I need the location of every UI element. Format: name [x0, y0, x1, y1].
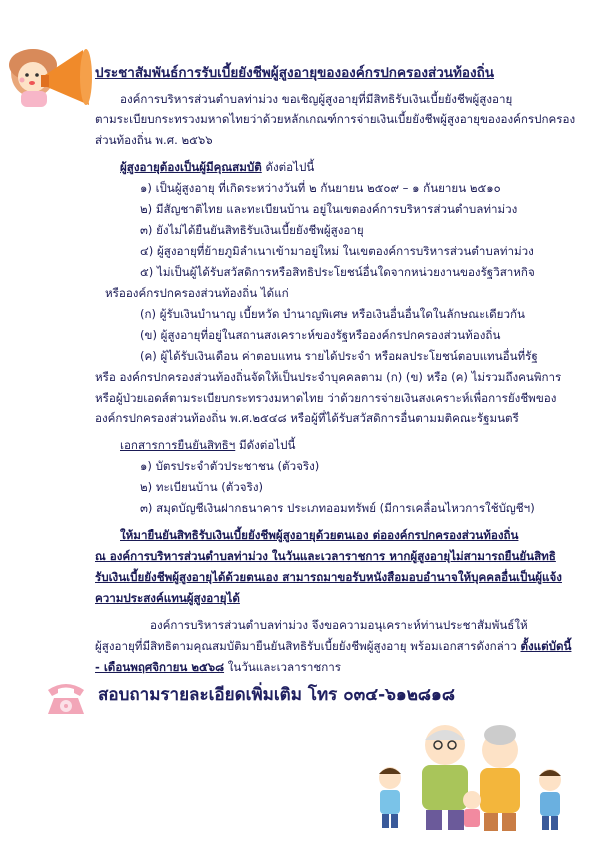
exclusion-c: (ค) ผู้ได้รับเงินเดือน ค่าตอบแทน รายได้ประจำ หรือผลประโยชน์ตอบแทนอื่นที่รัฐ	[140, 349, 538, 363]
notice-line-3: รับเงินเบี้ยยังชีพผู้สูงอายุได้ด้วยตนเอง สามารถมาขอรับหนังสือมอบอำนาจให้บุคคลอื่นเป็นผู้แจ้ง	[95, 570, 562, 584]
exclusion-continued-2: หรือผู้ป่วยเอดส์ตามระเบียบกระทรวงมหาดไทย ว่าด้วยการจ่ายเงินสงเคราะห์เพื่อการยังชีพของ	[95, 391, 557, 405]
telephone-icon	[42, 676, 90, 716]
notice-line-1: ให้มายืนยันสิทธิรับเงินเบี้ยยังชีพผู้สูงอายุด้วยตนเอง ต่อองค์กรปกครองส่วนท้องถิ่น	[120, 528, 519, 542]
qualification-2: ๒) มีสัญชาติไทย และทะเบียนบ้าน อยู่ในเขตองค์การบริหารส่วนตำบลท่าม่วง	[140, 202, 518, 216]
document-1: ๑) บัตรประจำตัวประชาชน (ตัวจริง)	[140, 459, 320, 473]
notice-line-2: ณ องค์การบริหารส่วนตำบลท่าม่วง ในวันและเวลาราชการ หากผู้สูงอายุไม่สามารถยืนยันสิทธิ	[95, 549, 556, 563]
contact-line: สอบถามรายละเอียดเพิ่มเติม โทร ๐๓๔-๖๑๒๘๑๘	[98, 685, 455, 705]
qualifications-heading-suffix: ดังต่อไปนี้	[261, 160, 315, 174]
closing-line-2-date: ตั้งแต่บัดนี้	[520, 639, 572, 653]
documents-heading-suffix: มีดังต่อไปนี้	[235, 438, 296, 452]
qualifications-heading	[120, 160, 314, 174]
closing-line-3-text: ในวันและเวลาราชการ	[224, 660, 342, 674]
qualification-3: ๓) ยังไม่ได้ยืนยันสิทธิรับเงินเบี้ยยังชีพผู้สูงอายุ	[140, 223, 364, 237]
closing-line-1: องค์การบริหารส่วนตำบลท่าม่วง จึงขอความอนุเคราะห์ท่านประชาสัมพันธ์ให้	[150, 618, 528, 632]
intro-line-2: ตามระเบียบกระทรวงมหาดไทยว่าด้วยหลักเกณฑ์การจ่ายเงินเบี้ยยังชีพผู้สูงอายุขององค์กรปกครอง	[95, 112, 576, 126]
qualification-4: ๔) ผู้สูงอายุที่ย้ายภูมิลำเนาเข้ามาอยู่ใหม่ ในเขตองค์การบริหารส่วนตำบลท่าม่วง	[140, 244, 534, 258]
closing-line-2-text: ผู้สูงอายุที่มีสิทธิตามคุณสมบัติมายืนยันสิทธิรับเบี้ยยังชีพผู้สูงอายุ พร้อมเอกสารดังกล่าว	[95, 639, 521, 653]
page-title: ประชาสัมพันธ์การรับเบี้ยยังชีพผู้สูงอายุขององค์กรปกครองส่วนท้องถิ่น	[95, 65, 495, 81]
closing-line-3	[95, 660, 341, 674]
closing-line-3-date: - เดือนพฤศจิกายน ๒๕๖๘	[95, 660, 225, 674]
documents-heading-label: เอกสารการยืนยันสิทธิฯ	[120, 438, 236, 452]
document-3: ๓) สมุดบัญชีเงินฝากธนาคาร ประเภทออมทรัพย์ (มีการเคลื่อนไหวการใช้บัญชีฯ)	[140, 501, 535, 515]
girl-megaphone-illustration	[3, 35, 98, 110]
intro-line-1: องค์การบริหารส่วนตำบลท่าม่วง ขอเชิญผู้สูงอายุที่มีสิทธิรับเงินเบี้ยยังชีพผู้สูงอายุ	[120, 92, 513, 106]
closing-line-2	[95, 639, 571, 653]
notice-line-4: ความประสงค์แทนผู้สูงอายุได้	[95, 591, 240, 605]
qualification-1: ๑) เป็นผู้สูงอายุ ที่เกิดระหว่างวันที่ ๒ กันยายน ๒๕๐๙ – ๑ กันยายน ๒๕๑๐	[140, 181, 501, 195]
qualifications-heading-label: ผู้สูงอายุต้องเป็นผู้มีคุณสมบัติ	[120, 160, 262, 174]
exclusion-b: (ข) ผู้สูงอายุที่อยู่ในสถานสงเคราะห์ของรัฐหรือองค์กรปกครองส่วนท้องถิ่น	[140, 328, 501, 342]
qualification-5: ๕) ไม่เป็นผู้ได้รับสวัสดิการหรือสิทธิประโยชน์อื่นใดจากหน่วยงานของรัฐวิสาหกิจ	[140, 265, 535, 279]
exclusion-a: (ก) ผู้รับเงินบำนาญ เบี้ยหวัด บำนาญพิเศษ หรือเงินอื่นอื่นใดในลักษณะเดียวกัน	[140, 307, 525, 321]
document-2: ๒) ทะเบียนบ้าน (ตัวจริง)	[140, 480, 264, 494]
exclusion-continued-3: องค์กรปกครองส่วนท้องถิ่น พ.ศ.๒๕๔๘ หรือผู้ที่ได้รับสวัสดิการอื่นตามมติคณะรัฐมนตรี	[95, 411, 519, 425]
elderly-family-illustration	[360, 710, 580, 835]
qualification-5-continued: หรือองค์กรปกครองส่วนท้องถิ่น ได้แก่	[105, 286, 289, 300]
exclusion-continued-1: หรือ องค์กรปกครองส่วนท้องถิ่นจัดให้เป็นประจำบุคคลตาม (ก) (ข) หรือ (ค) ไม่รวมถึงคนพิการ	[95, 370, 562, 384]
intro-line-3: ส่วนท้องถิ่น พ.ศ. ๒๕๖๖	[95, 133, 213, 147]
documents-heading	[120, 438, 295, 452]
